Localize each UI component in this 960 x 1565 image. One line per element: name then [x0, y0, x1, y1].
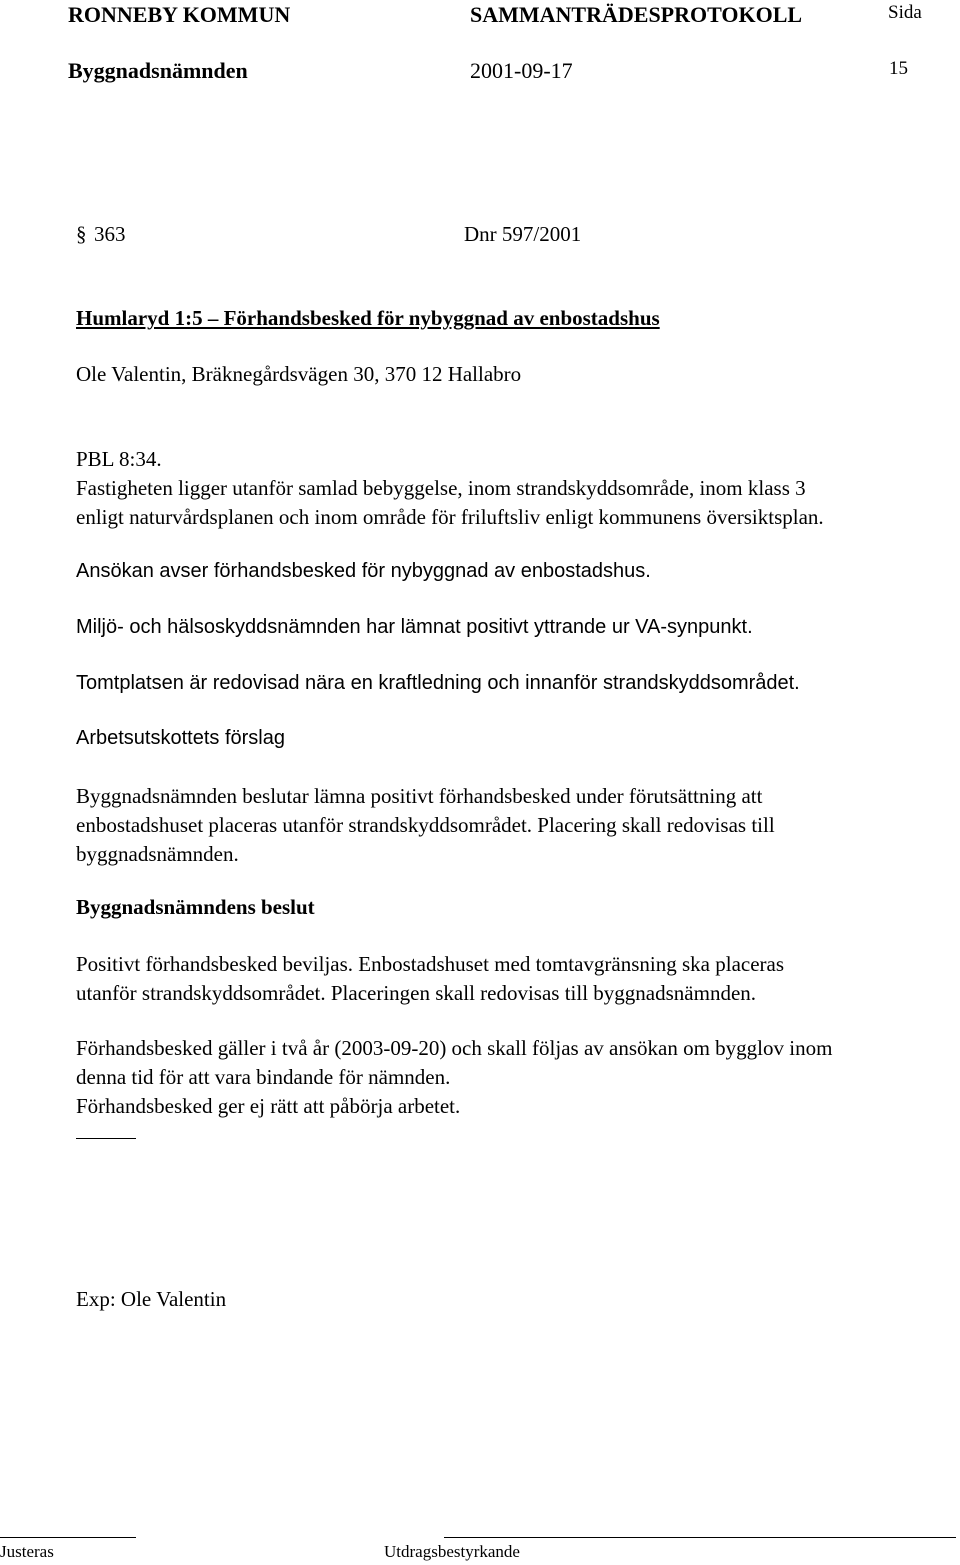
case-applicant: Ole Valentin, Bräknegårdsvägen 30, 370 12 Hallabro: [76, 362, 522, 386]
proposal-line: byggnadsnämnden.: [76, 842, 239, 866]
environment-text: Miljö- och hälsoskyddsnämnden har lämnat positivt yttrande ur VA-synpunkt.: [76, 616, 753, 638]
application-text: Ansökan avser förhandsbesked för nybyggnad av enbostadshus.: [76, 560, 651, 582]
pbl-line: enligt naturvårdsplanen och inom område för friluftsliv enligt kommunens översiktsplan.: [76, 505, 824, 529]
decision-line: Positivt förhandsbesked beviljas. Enbostadshuset med tomtavgränsning ska placeras: [76, 952, 785, 976]
case-dnr: Dnr 597/2001: [464, 222, 582, 246]
header-committee: Byggnadsnämnden: [68, 58, 248, 83]
footer-rule-left: [0, 1537, 136, 1538]
case-number: 363: [94, 222, 126, 246]
header-org: RONNEBY KOMMUN: [68, 2, 291, 27]
pbl-paragraph: [76, 445, 956, 532]
validity-line: Förhandsbesked ger ej rätt att påbörja arbetet.: [76, 1094, 461, 1118]
header-page-number: 15: [889, 58, 908, 79]
plot-text: Tomtplatsen är redovisad nära en kraftledning och innanför strandskyddsområdet.: [76, 672, 800, 694]
pbl-line: PBL 8:34.: [76, 447, 162, 471]
pbl-line: Fastigheten ligger utanför samlad bebyggelse, inom strandskyddsområde, inom klass 3: [76, 476, 806, 500]
validity-paragraph: [76, 1034, 956, 1121]
validity-line: Förhandsbesked gäller i två år (2003-09-20) och skall följas av ansökan om bygglov inom: [76, 1036, 833, 1060]
proposal-line: Byggnadsnämnden beslutar lämna positivt förhandsbesked under förutsättning att: [76, 784, 763, 808]
section-sign: §: [76, 222, 87, 246]
header-date: 2001-09-17: [470, 58, 573, 83]
proposal-line: enbostadshuset placeras utanför strandskyddsområdet. Placering skall redovisas till: [76, 813, 775, 837]
footer-utdragsbestyrkande: Utdragsbestyrkande: [384, 1542, 520, 1561]
footer-justeras: Justeras: [0, 1542, 54, 1561]
separator-rule: [76, 1138, 136, 1139]
validity-line: denna tid för att vara bindande för nämnden.: [76, 1065, 451, 1089]
header-page-label: Sida: [888, 2, 922, 23]
proposal-heading: Arbetsutskottets förslag: [76, 727, 285, 749]
expedition-text: Exp: Ole Valentin: [76, 1287, 227, 1311]
footer-rule-right: [444, 1537, 956, 1538]
header-doc-type: SAMMANTRÄDESPROTOKOLL: [470, 2, 803, 27]
decision-paragraph: [76, 950, 956, 1008]
case-title: Humlaryd 1:5 – Förhandsbesked för nybyggnad av enbostadshus: [76, 306, 660, 330]
decision-heading: Byggnadsnämndens beslut: [76, 895, 315, 919]
decision-line: utanför strandskyddsområdet. Placeringen skall redovisas till byggnadsnämnden.: [76, 981, 757, 1005]
proposal-paragraph: [76, 782, 956, 869]
